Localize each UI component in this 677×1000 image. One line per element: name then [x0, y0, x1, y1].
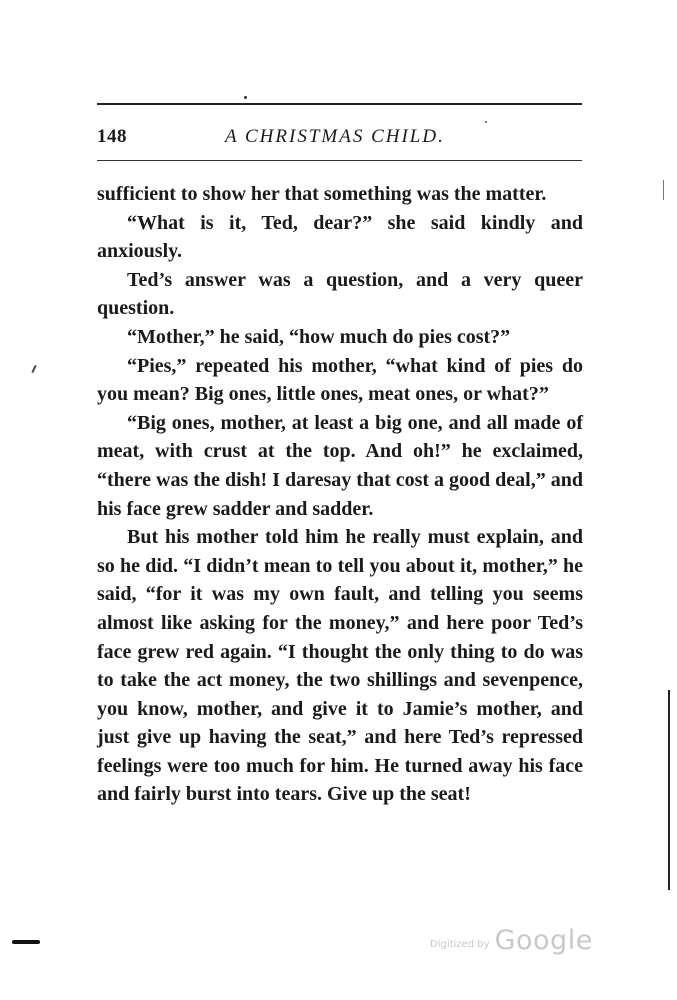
- digitized-watermark: [430, 925, 593, 956]
- top-rule: [97, 103, 582, 105]
- header-rule: [97, 160, 582, 161]
- paragraph: Ted’s answer was a question, and a very queer question.: [97, 268, 583, 320]
- page-number: 148: [97, 126, 127, 147]
- page-edge-shadow: [668, 690, 670, 890]
- paragraph: “Big ones, mother, at least a big one, and all made of meat, with crust at the top. And oh!” he exclaimed, “there was the dish! I daresay that cost a good deal,” and his face grew sadder and sadder.: [97, 411, 583, 520]
- paragraph: “Pies,” repeated his mother, “what kind of pies do you mean? Big ones, little ones, meat ones, or what?”: [97, 354, 583, 406]
- print-speck: [244, 96, 247, 99]
- paragraph: “Mother,” he said, “how much do pies cost?”: [127, 325, 511, 348]
- paragraph: “What is it, Ted, dear?” she said kindly and anxiously.: [97, 211, 583, 263]
- paragraph: But his mother told him he really must explain, and so he did. “I didn’t mean to tell you about it, mother,” he said, “for it was my own fault, and telling you seems almost like asking for the money,” and here poor Ted’s face grew red again. “I thought the only thing to do was to take the act money, the two shillings and sevenpence, you know, mother, and give it to Jamie’s mother, and just give up having the seat,” and here Ted’s repressed feelings were too much for him. He turned away his face and fairly burst into tears. Give up the seat!: [97, 526, 583, 806]
- margin-mark: [663, 180, 664, 200]
- margin-dash: [12, 940, 40, 944]
- margin-mark: [31, 365, 36, 373]
- body-text: [97, 180, 583, 809]
- paragraph: sufficient to show her that something was the matter.: [97, 183, 547, 205]
- watermark-prefix: Digitized by: [430, 939, 490, 950]
- print-speck: [485, 121, 487, 123]
- google-logo: Google: [494, 925, 593, 956]
- running-title: A CHRISTMAS CHILD.: [225, 126, 445, 147]
